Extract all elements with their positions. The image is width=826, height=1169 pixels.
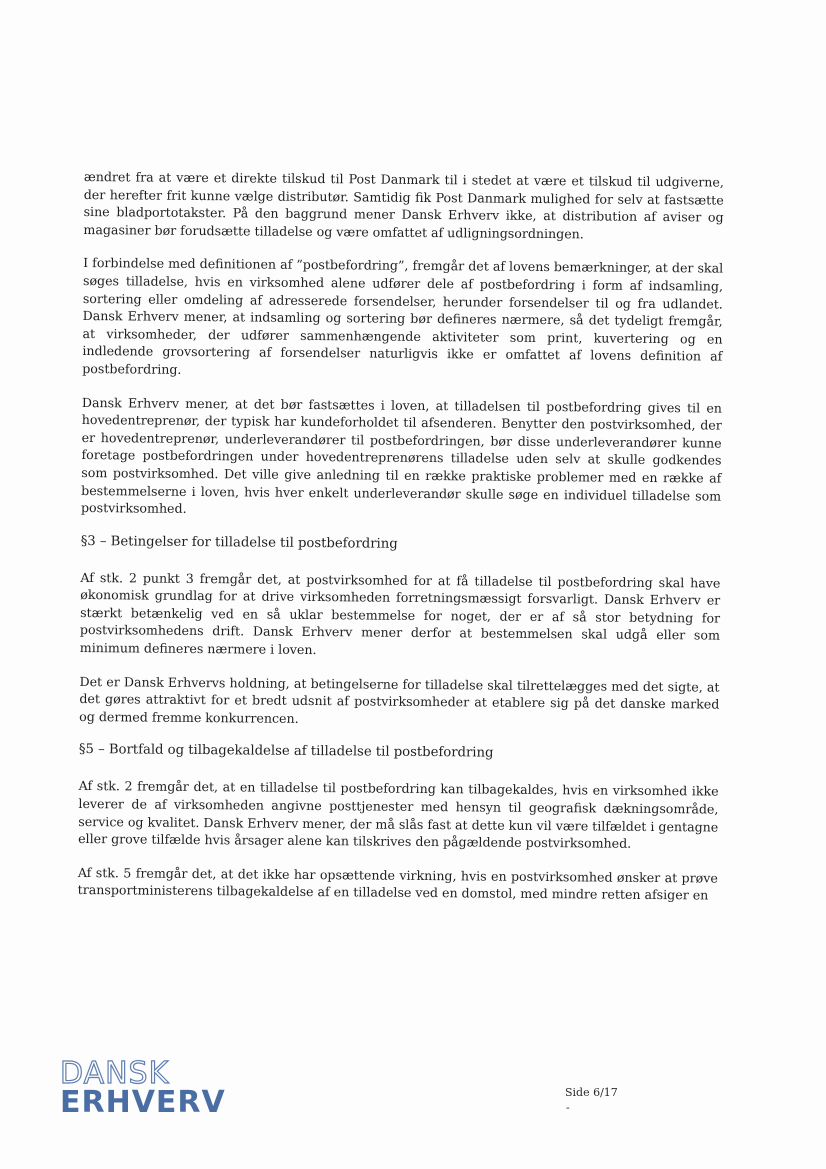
document-body xyxy=(77,168,723,921)
logo-text-top: DANSK xyxy=(60,1056,170,1091)
logo-text-bottom: ERHVERV xyxy=(60,1085,226,1120)
paragraph: I forbindelse med definitionen af ”postbefordring”, fremgår det af lovens bemærkninger, at der skal søges tilladelse, hvis en virksomhed alene udfører dele af postbefordring i form af indsamling, sortering eller omdeling af adresserede forsendelser, herunder forsendelser til og fra udlandet. Dansk Erhverv mener, at indsamling og sortering bør defineres nærmere, så det tydeligt fremgår, at virksomheder, der udfører sammenhængende aktiviteter som print, kuvertering og en indledende grovsortering af forsendelser naturligvis ikke er omfattet af lovens definition af postbefordring. xyxy=(82,255,724,377)
page-number: Side 6/17 xyxy=(565,1086,618,1099)
paragraph: Af stk. 2 punkt 3 fremgår det, at postvirksomhed for at få tilladelse til postbefordring skal have økonomisk grundlag for at drive virksomheden forretningsmæssigt forsvarligt. Dansk Erhverv er stærkt betænkelig ved en så uklar bestemmelse for noget, der er af så stor betydning for postvirksomhedens drift. Dansk Erhverv mener derfor at bestemmelsen skal udgå eller som minimum defineres nærmere i loven. xyxy=(79,569,721,658)
paragraph: Af stk. 2 fremgår det, at en tilladelse til postbefordring kan tilbagekaldes, hvis en virksomhed ikke leverer de af virksomheden angivne posttjenester med hensyn til geografisk dækningsområde, service og kvalitet. Dansk Erhverv mener, der må slås fast at dette kun vil være tilfældet i gentagne eller grove tilfælde hvis årsager alene kan tilskrives den pågældende postvirksomhed. xyxy=(78,778,719,852)
paragraph: Af stk. 5 fremgår det, at det ikke har opsættende virkning, hvis en postvirksomhed ønsker at prøve transportministerens tilbagekaldelse af en tilladelse ved en domstol, med mindre retten afsiger en xyxy=(77,864,718,903)
paragraph: Dansk Erhverv mener, at det bør fastsættes i loven, at tilladelsen til postbefordring gives til en hovedentreprenør, der typisk har kundeforholdet til afsenderen. Benytter den postvirksomhed, der er hovedentreprenør, underleverandører til postbefordringen, bør disse underleverandører kunne foretage postbefordringen under hovedentreprenørens tilladelse uden selv at skulle godkendes som postvirksomhed. Det ville give anledning til en række praktiske problemer med en række af bestemmelserne i loven, hvis hver enkelt underleverandør skulle søge en individuel tilladelse som postvirksomhed. xyxy=(80,394,722,517)
section-heading-5: §5 – Bortfald og tilbagekaldelse af tilladelse til postbefordring xyxy=(78,742,494,762)
section-heading-3: §3 – Betingelser for tilladelse til postbefordring xyxy=(80,533,398,552)
paragraph: ændret fra at være et direkte tilskud til Post Danmark til i stedet at være et tilskud til udgiverne, der herefter frit kunne vælge distributør. Samtidig fik Post Danmark mulighed for selv at fastsætte sine bladportotakster. På den baggrund mener Dansk Erhverv ikke, at distribution af aviser og magasiner bør forudsætte tilladelse og være omfattet af udligningsordningen. xyxy=(83,168,724,242)
dansk-erhverv-logo xyxy=(60,1056,240,1120)
page-dash: - xyxy=(566,1101,570,1114)
paragraph: Det er Dansk Erhvervs holdning, at betingelserne for tilladelse skal tilrettelægges med det sigte, at det gøres attraktivt for et bredt udsnit af postvirksomheder at etablere sig på det danske marked og dermed fremme konkurrencen. xyxy=(79,673,720,726)
